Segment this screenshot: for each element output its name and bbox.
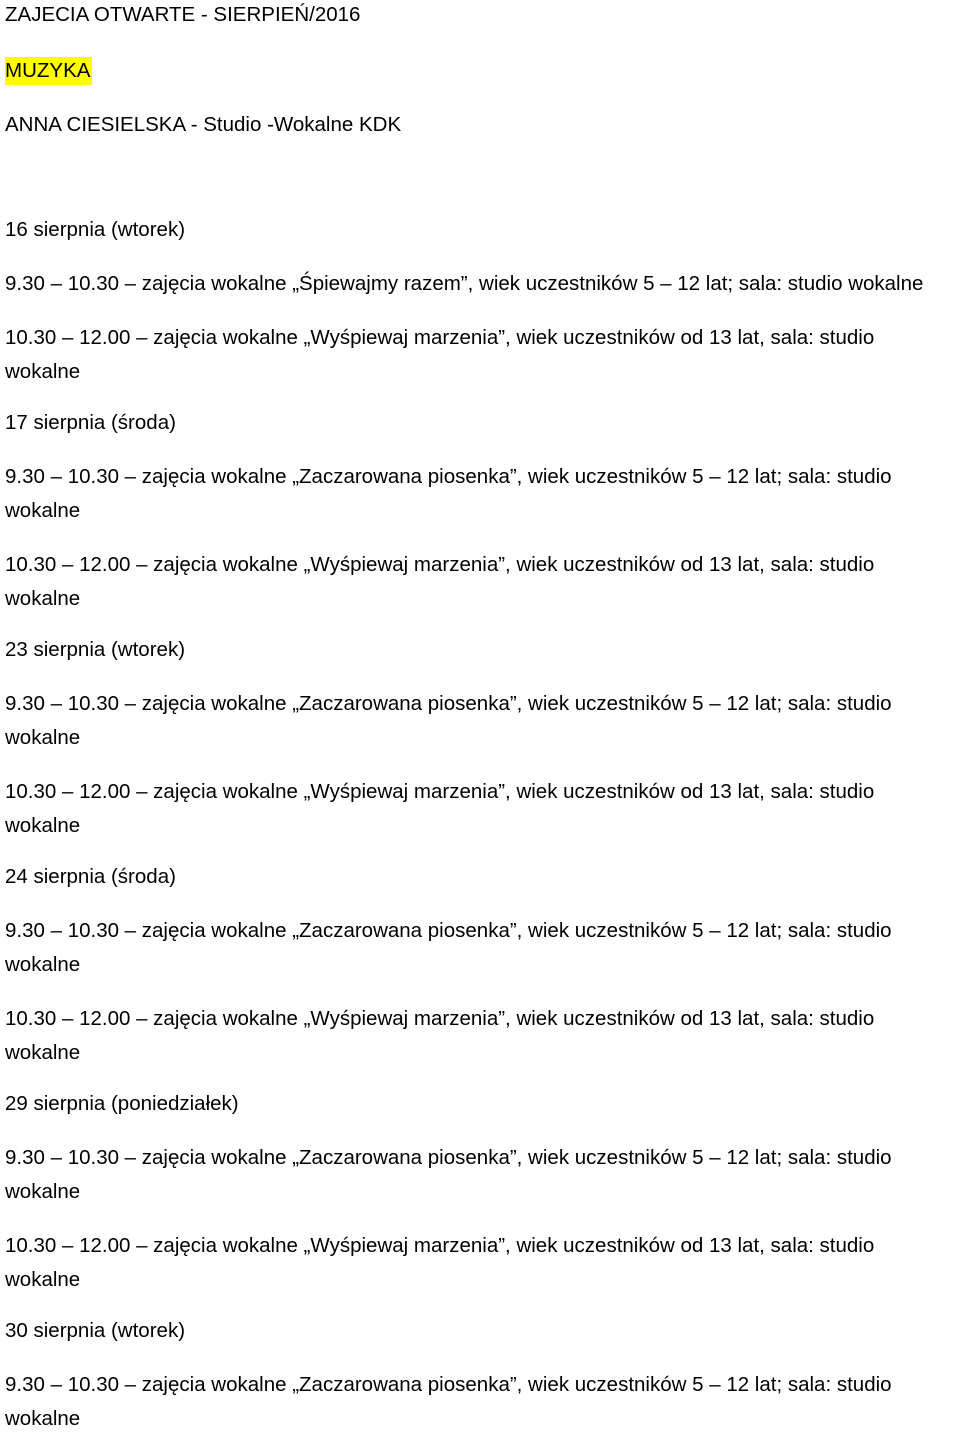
schedule-entry bbox=[5, 687, 955, 755]
entry-line: 10.30 – 12.00 – zajęcia wokalne „Wyśpiewaj marzenia”, wiek uczestników od 13 lat, sala: studio bbox=[5, 780, 875, 803]
teacher-line: ANNA CIESIELSKA - Studio -Wokalne KDK bbox=[5, 113, 402, 136]
schedule-entry bbox=[5, 914, 955, 982]
entry-line: 9.30 – 10.30 – zajęcia wokalne „Zaczarowana piosenka”, wiek uczestników 5 – 12 lat; sala: studio bbox=[5, 1146, 892, 1169]
entry-line-continuation: wokalne bbox=[5, 953, 81, 976]
entry-line-continuation: wokalne bbox=[5, 1041, 81, 1064]
day-block bbox=[5, 406, 955, 616]
day-date: 23 sierpnia (wtorek) bbox=[5, 638, 186, 661]
entry-line: 9.30 – 10.30 – zajęcia wokalne „Zaczarowana piosenka”, wiek uczestników 5 – 12 lat; sala: studio bbox=[5, 1373, 892, 1396]
day-block bbox=[5, 1314, 955, 1436]
entry-line: 9.30 – 10.30 – zajęcia wokalne „Zaczarowana piosenka”, wiek uczestników 5 – 12 lat; sala: studio bbox=[5, 465, 892, 488]
entry-line: 10.30 – 12.00 – zajęcia wokalne „Wyśpiewaj marzenia”, wiek uczestników od 13 lat, sala: studio bbox=[5, 553, 875, 576]
day-block bbox=[5, 860, 955, 1070]
entry-line-continuation: wokalne bbox=[5, 1407, 81, 1430]
entry-line: 10.30 – 12.00 – zajęcia wokalne „Wyśpiewaj marzenia”, wiek uczestników od 13 lat, sala: studio bbox=[5, 326, 875, 349]
entry-line-continuation: wokalne bbox=[5, 1180, 81, 1203]
entry-line-continuation: wokalne bbox=[5, 814, 81, 837]
day-date: 24 sierpnia (środa) bbox=[5, 865, 176, 888]
schedule-entry bbox=[5, 267, 955, 301]
entry-line-continuation: wokalne bbox=[5, 360, 81, 383]
day-date: 30 sierpnia (wtorek) bbox=[5, 1319, 186, 1342]
page-title: ZAJECIA OTWARTE - SIERPIEŃ/2016 bbox=[5, 3, 361, 26]
subject-line bbox=[5, 54, 955, 88]
entry-line: 9.30 – 10.30 – zajęcia wokalne „Zaczarowana piosenka”, wiek uczestników 5 – 12 lat; sala: studio bbox=[5, 919, 892, 942]
day-date: 16 sierpnia (wtorek) bbox=[5, 218, 186, 241]
entry-line-continuation: wokalne bbox=[5, 499, 81, 522]
subject-highlight: MUZYKA bbox=[5, 57, 92, 85]
document bbox=[5, 0, 955, 1436]
entry-line-continuation: wokalne bbox=[5, 1268, 81, 1291]
day-block bbox=[5, 633, 955, 843]
schedule bbox=[5, 213, 955, 1436]
schedule-entry bbox=[5, 1002, 955, 1070]
entry-line: 9.30 – 10.30 – zajęcia wokalne „Zaczarowana piosenka”, wiek uczestników 5 – 12 lat; sala: studio bbox=[5, 692, 892, 715]
entry-line-continuation: wokalne bbox=[5, 587, 81, 610]
schedule-entry bbox=[5, 775, 955, 843]
schedule-entry bbox=[5, 1141, 955, 1209]
schedule-entry bbox=[5, 321, 955, 389]
entry-line: 9.30 – 10.30 – zajęcia wokalne „Śpiewajmy razem”, wiek uczestników 5 – 12 lat; sala: studio wokalne bbox=[5, 272, 924, 295]
day-block bbox=[5, 213, 955, 389]
entry-line: 10.30 – 12.00 – zajęcia wokalne „Wyśpiewaj marzenia”, wiek uczestników od 13 lat, sala: studio bbox=[5, 1007, 875, 1030]
schedule-entry bbox=[5, 548, 955, 616]
entry-line-continuation: wokalne bbox=[5, 726, 81, 749]
day-date: 29 sierpnia (poniedziałek) bbox=[5, 1092, 239, 1115]
schedule-entry bbox=[5, 460, 955, 528]
day-date: 17 sierpnia (środa) bbox=[5, 411, 176, 434]
schedule-entry bbox=[5, 1368, 955, 1436]
schedule-entry bbox=[5, 1229, 955, 1297]
entry-line: 10.30 – 12.00 – zajęcia wokalne „Wyśpiewaj marzenia”, wiek uczestników od 13 lat, sala: studio bbox=[5, 1234, 875, 1257]
day-block bbox=[5, 1087, 955, 1297]
